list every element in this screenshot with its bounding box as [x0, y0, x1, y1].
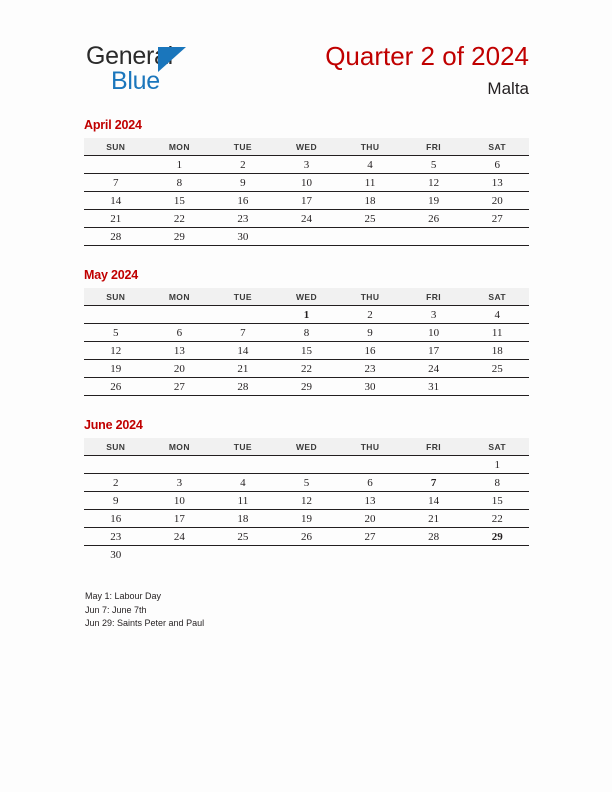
day-cell-21[interactable]: 21: [84, 210, 148, 228]
day-cell-empty: [84, 306, 148, 324]
day-cell-22[interactable]: 22: [148, 210, 212, 228]
day-cell-4[interactable]: 4: [211, 474, 275, 492]
day-cell-10[interactable]: 10: [275, 174, 339, 192]
calendar-table: [84, 438, 529, 563]
day-cell-empty: [465, 378, 529, 396]
weekday-header-mon: MON: [148, 288, 212, 306]
day-cell-13[interactable]: 13: [338, 492, 402, 510]
week-row: [84, 546, 529, 564]
day-cell-26[interactable]: 26: [275, 528, 339, 546]
day-cell-19[interactable]: 19: [84, 360, 148, 378]
day-cell-21[interactable]: 21: [211, 360, 275, 378]
day-cell-empty: [338, 456, 402, 474]
day-cell-empty: [148, 306, 212, 324]
day-cell-25[interactable]: 25: [338, 210, 402, 228]
day-cell-14[interactable]: 14: [84, 192, 148, 210]
month-block: [84, 118, 529, 246]
title-block: [325, 42, 529, 100]
weekday-header-row: [84, 288, 529, 306]
day-cell-7[interactable]: 7: [211, 324, 275, 342]
day-cell-23[interactable]: 23: [338, 360, 402, 378]
day-cell-30[interactable]: 30: [211, 228, 275, 246]
day-cell-13[interactable]: 13: [465, 174, 529, 192]
day-cell-empty: [148, 456, 212, 474]
week-row: [84, 342, 529, 360]
weekday-header-sat: SAT: [465, 138, 529, 156]
day-cell-empty: [211, 456, 275, 474]
day-cell-2[interactable]: 2: [84, 474, 148, 492]
day-cell-7[interactable]: 7: [402, 474, 466, 492]
day-cell-11[interactable]: 11: [338, 174, 402, 192]
week-row: [84, 156, 529, 174]
day-cell-13[interactable]: 13: [148, 342, 212, 360]
day-cell-21[interactable]: 21: [402, 510, 466, 528]
day-cell-15[interactable]: 15: [465, 492, 529, 510]
month-label: June 2024: [84, 418, 143, 432]
day-cell-12[interactable]: 12: [402, 174, 466, 192]
month-label: April 2024: [84, 118, 142, 132]
weekday-header-thu: THU: [338, 288, 402, 306]
day-cell-8[interactable]: 8: [148, 174, 212, 192]
weekday-header-wed: WED: [275, 138, 339, 156]
weekday-header-sat: SAT: [465, 288, 529, 306]
logo-triangle-icon: [158, 47, 186, 72]
day-cell-8[interactable]: 8: [275, 324, 339, 342]
week-row: [84, 510, 529, 528]
week-row: [84, 528, 529, 546]
week-row: [84, 456, 529, 474]
day-cell-24[interactable]: 24: [402, 360, 466, 378]
day-cell-20[interactable]: 20: [338, 510, 402, 528]
day-cell-1[interactable]: 1: [275, 306, 339, 324]
day-cell-9[interactable]: 9: [211, 174, 275, 192]
weekday-header-tue: TUE: [211, 288, 275, 306]
day-cell-28[interactable]: 28: [402, 528, 466, 546]
weekday-header-fri: FRI: [402, 288, 466, 306]
week-row: [84, 228, 529, 246]
day-cell-12[interactable]: 12: [84, 342, 148, 360]
day-cell-20[interactable]: 20: [148, 360, 212, 378]
day-cell-14[interactable]: 14: [211, 342, 275, 360]
week-row: [84, 474, 529, 492]
day-cell-6[interactable]: 6: [338, 474, 402, 492]
day-cell-22[interactable]: 22: [465, 510, 529, 528]
weekday-header-row: [84, 438, 529, 456]
day-cell-4[interactable]: 4: [465, 306, 529, 324]
weekday-header-fri: FRI: [402, 138, 466, 156]
day-cell-empty: [402, 546, 466, 564]
weekday-header-wed: WED: [275, 288, 339, 306]
day-cell-empty: [84, 156, 148, 174]
day-cell-28[interactable]: 28: [211, 378, 275, 396]
day-cell-3[interactable]: 3: [148, 474, 212, 492]
day-cell-27[interactable]: 27: [148, 378, 212, 396]
day-cell-22[interactable]: 22: [275, 360, 339, 378]
day-cell-empty: [402, 456, 466, 474]
week-row: [84, 324, 529, 342]
day-cell-29[interactable]: 29: [275, 378, 339, 396]
holiday-notes: [85, 590, 515, 631]
day-cell-12[interactable]: 12: [275, 492, 339, 510]
day-cell-16[interactable]: 16: [338, 342, 402, 360]
week-row: [84, 192, 529, 210]
day-cell-empty: [465, 228, 529, 246]
day-cell-2[interactable]: 2: [211, 156, 275, 174]
week-row: [84, 174, 529, 192]
day-cell-25[interactable]: 25: [211, 528, 275, 546]
day-cell-10[interactable]: 10: [148, 492, 212, 510]
day-cell-1[interactable]: 1: [148, 156, 212, 174]
day-cell-10[interactable]: 10: [402, 324, 466, 342]
day-cell-1[interactable]: 1: [465, 456, 529, 474]
day-cell-31[interactable]: 31: [402, 378, 466, 396]
day-cell-empty: [84, 456, 148, 474]
weekday-header-row: [84, 138, 529, 156]
day-cell-18[interactable]: 18: [338, 192, 402, 210]
day-cell-11[interactable]: 11: [211, 492, 275, 510]
day-cell-8[interactable]: 8: [465, 474, 529, 492]
day-cell-empty: [275, 228, 339, 246]
weekday-header-sun: SUN: [84, 288, 148, 306]
day-cell-19[interactable]: 19: [275, 510, 339, 528]
day-cell-23[interactable]: 23: [211, 210, 275, 228]
day-cell-30[interactable]: 30: [338, 378, 402, 396]
weekday-header-tue: TUE: [211, 138, 275, 156]
weekday-header-sun: SUN: [84, 438, 148, 456]
general-blue-logo: [86, 44, 296, 100]
day-cell-5[interactable]: 5: [402, 156, 466, 174]
page-title: Quarter 2 of 2024: [325, 41, 529, 71]
country-subtitle: Malta: [487, 78, 529, 98]
day-cell-empty: [211, 306, 275, 324]
week-row: [84, 210, 529, 228]
week-row: [84, 492, 529, 510]
calendar-table: [84, 288, 529, 396]
day-cell-5[interactable]: 5: [275, 474, 339, 492]
day-cell-18[interactable]: 18: [211, 510, 275, 528]
day-cell-24[interactable]: 24: [275, 210, 339, 228]
day-cell-18[interactable]: 18: [465, 342, 529, 360]
holiday-note: May 1: Labour Day: [85, 591, 162, 601]
day-cell-27[interactable]: 27: [338, 528, 402, 546]
page-header: [0, 0, 612, 112]
day-cell-23[interactable]: 23: [84, 528, 148, 546]
day-cell-9[interactable]: 9: [338, 324, 402, 342]
logo-text-blue: Blue: [111, 67, 160, 95]
weekday-header-mon: MON: [148, 138, 212, 156]
weekday-header-mon: MON: [148, 438, 212, 456]
day-cell-27[interactable]: 27: [465, 210, 529, 228]
day-cell-empty: [148, 546, 212, 564]
day-cell-empty: [275, 456, 339, 474]
holiday-note: Jun 7: June 7th: [85, 604, 147, 615]
day-cell-2[interactable]: 2: [338, 306, 402, 324]
day-cell-16[interactable]: 16: [211, 192, 275, 210]
weekday-header-thu: THU: [338, 138, 402, 156]
day-cell-25[interactable]: 25: [465, 360, 529, 378]
day-cell-28[interactable]: 28: [84, 228, 148, 246]
weekday-header-wed: WED: [275, 438, 339, 456]
day-cell-3[interactable]: 3: [402, 306, 466, 324]
day-cell-15[interactable]: 15: [275, 342, 339, 360]
weekday-header-tue: TUE: [211, 438, 275, 456]
day-cell-empty: [338, 546, 402, 564]
logo-text-general: General: [86, 42, 173, 70]
calendar-table: [84, 138, 529, 246]
calendar-months: [84, 118, 529, 585]
holiday-note: Jun 29: Saints Peter and Paul: [85, 618, 205, 628]
day-cell-30[interactable]: 30: [110, 548, 122, 561]
weekday-header-thu: THU: [338, 438, 402, 456]
weekday-header-sun: SUN: [84, 138, 148, 156]
day-cell-6[interactable]: 6: [465, 156, 529, 174]
day-cell-17[interactable]: 17: [275, 192, 339, 210]
day-cell-empty: [465, 546, 529, 564]
day-cell-9[interactable]: 9: [84, 492, 148, 510]
day-cell-26[interactable]: 26: [402, 210, 466, 228]
month-label: May 2024: [84, 268, 138, 282]
day-cell-16[interactable]: 16: [84, 510, 148, 528]
day-cell-empty: [402, 228, 466, 246]
day-cell-6[interactable]: 6: [148, 324, 212, 342]
day-cell-17[interactable]: 17: [402, 342, 466, 360]
month-block: [84, 268, 529, 396]
week-row: [84, 378, 529, 396]
day-cell-24[interactable]: 24: [148, 528, 212, 546]
day-cell-26[interactable]: 26: [84, 378, 148, 396]
day-cell-empty: [338, 228, 402, 246]
weekday-header-sat: SAT: [465, 438, 529, 456]
day-cell-17[interactable]: 17: [148, 510, 212, 528]
day-cell-19[interactable]: 19: [402, 192, 466, 210]
day-cell-29[interactable]: 29: [465, 528, 529, 546]
week-row: [84, 360, 529, 378]
day-cell-11[interactable]: 11: [465, 324, 529, 342]
day-cell-14[interactable]: 14: [402, 492, 466, 510]
day-cell-7[interactable]: 7: [84, 174, 148, 192]
day-cell-4[interactable]: 4: [338, 156, 402, 174]
day-cell-5[interactable]: 5: [84, 324, 148, 342]
day-cell-15[interactable]: 15: [148, 192, 212, 210]
day-cell-20[interactable]: 20: [465, 192, 529, 210]
day-cell-empty: [275, 546, 339, 564]
week-row: [84, 306, 529, 324]
month-block: [84, 418, 529, 563]
day-cell-29[interactable]: 29: [148, 228, 212, 246]
day-cell-empty: [211, 546, 275, 564]
weekday-header-fri: FRI: [402, 438, 466, 456]
day-cell-3[interactable]: 3: [275, 156, 339, 174]
